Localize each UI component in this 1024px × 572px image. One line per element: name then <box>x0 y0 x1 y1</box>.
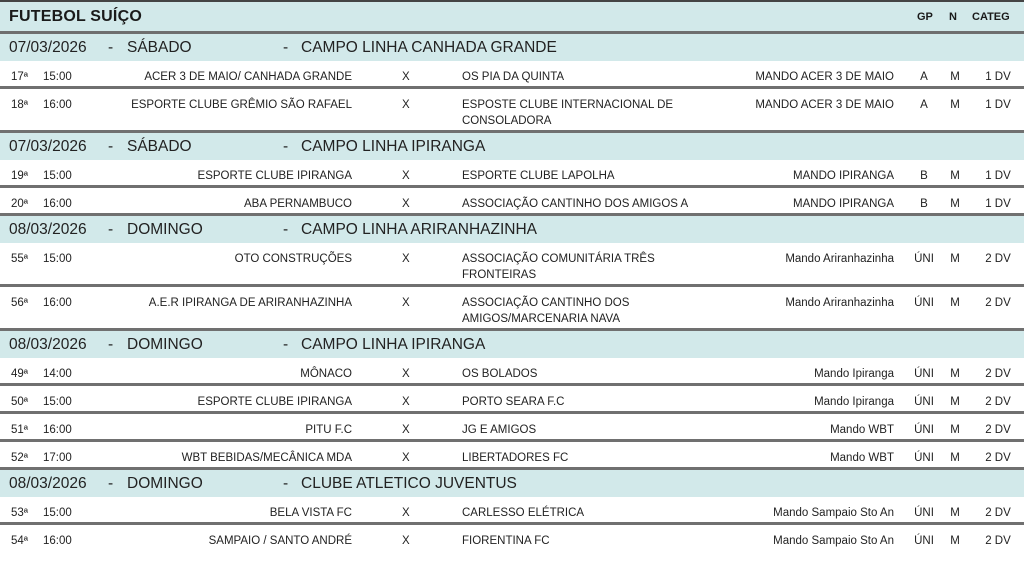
match-time: 16:00 <box>43 198 72 210</box>
category: 2 DV <box>985 535 1011 547</box>
group-day: SÁBADO <box>127 137 192 155</box>
home-team: WBT BEBIDAS/MECÂNICA MDA <box>181 452 352 464</box>
versus-marker: X <box>402 297 410 309</box>
match-number: 55ª <box>11 253 29 265</box>
match-number: 49ª <box>11 368 29 380</box>
separator: - <box>108 335 114 353</box>
match-row <box>0 442 1024 470</box>
match-time: 16:00 <box>43 424 72 436</box>
group-date: 08/03/2026 <box>9 474 87 492</box>
separator: - <box>283 137 289 155</box>
match-time: 14:00 <box>43 368 72 380</box>
naipe: M <box>950 198 960 210</box>
separator: - <box>108 220 114 238</box>
naipe: M <box>950 452 960 464</box>
col-header-n: N <box>949 10 957 23</box>
away-team: ASSOCIAÇÃO CANTINHO DOS AMIGOS/MARCENARIA NAVA <box>462 297 630 325</box>
match-number: 56ª <box>11 297 29 309</box>
home-team: MÔNACO <box>300 368 352 380</box>
match-number: 52ª <box>11 452 29 464</box>
away-team: ESPORTE CLUBE LAPOLHA <box>462 170 615 182</box>
away-team: JG E AMIGOS <box>462 424 537 436</box>
away-team: PORTO SEARA F.C <box>462 396 565 408</box>
group-venue: CAMPO LINHA ARIRANHAZINHA <box>301 220 537 238</box>
home-side: Mando WBT <box>830 424 894 436</box>
category: 2 DV <box>985 424 1011 436</box>
naipe: M <box>950 507 960 519</box>
naipe: M <box>950 99 960 111</box>
match-time: 16:00 <box>43 297 72 309</box>
away-team: OS PIA DA QUINTA <box>462 71 565 83</box>
category: 1 DV <box>985 170 1011 182</box>
separator: - <box>283 335 289 353</box>
category: 2 DV <box>985 396 1011 408</box>
group-code: B <box>920 170 928 182</box>
versus-marker: X <box>402 198 410 210</box>
away-team: FIORENTINA FC <box>462 535 550 547</box>
match-time: 17:00 <box>43 452 72 464</box>
match-row <box>0 386 1024 414</box>
category: 2 DV <box>985 253 1011 265</box>
group-code: ÚNI <box>914 396 934 408</box>
home-team: ESPORTE CLUBE IPIRANGA <box>197 170 352 182</box>
category: 1 DV <box>985 198 1011 210</box>
home-side: Mando Ariranhazinha <box>785 253 894 265</box>
match-time: 16:00 <box>43 535 72 547</box>
group-header <box>0 331 1024 358</box>
naipe: M <box>950 396 960 408</box>
col-header-categ: CATEG <box>972 10 1010 23</box>
match-time: 15:00 <box>43 170 72 182</box>
home-side: Mando Ariranhazinha <box>785 297 894 309</box>
group-date: 08/03/2026 <box>9 335 87 353</box>
group-header <box>0 34 1024 61</box>
versus-marker: X <box>402 535 410 547</box>
away-team: ASSOCIAÇÃO CANTINHO DOS AMIGOS A <box>462 198 689 210</box>
home-team: BELA VISTA FC <box>269 507 352 519</box>
naipe: M <box>950 535 960 547</box>
title-row <box>0 2 1024 34</box>
match-row <box>0 525 1024 553</box>
versus-marker: X <box>402 452 410 464</box>
group-header <box>0 216 1024 243</box>
home-team: ACER 3 DE MAIO/ CANHADA GRANDE <box>144 71 352 83</box>
category: 2 DV <box>985 507 1011 519</box>
separator: - <box>283 38 289 56</box>
group-day: SÁBADO <box>127 38 192 56</box>
separator: - <box>283 220 289 238</box>
separator: - <box>108 38 114 56</box>
match-number: 54ª <box>11 535 29 547</box>
match-time: 15:00 <box>43 71 72 83</box>
match-number: 20ª <box>11 198 29 210</box>
versus-marker: X <box>402 396 410 408</box>
group-code: ÚNI <box>914 297 934 309</box>
group-code: A <box>920 71 928 83</box>
match-time: 15:00 <box>43 396 72 408</box>
match-row <box>0 160 1024 188</box>
match-row <box>0 188 1024 216</box>
away-team: ESPOSTE CLUBE INTERNACIONAL DE CONSOLADORA <box>462 99 674 127</box>
separator: - <box>108 137 114 155</box>
group-code: ÚNI <box>914 424 934 436</box>
group-code: ÚNI <box>914 535 934 547</box>
versus-marker: X <box>402 253 410 265</box>
home-side: MANDO ACER 3 DE MAIO <box>755 99 894 111</box>
away-team: LIBERTADORES FC <box>462 452 569 464</box>
match-row <box>0 89 1024 133</box>
group-code: ÚNI <box>914 507 934 519</box>
versus-marker: X <box>402 368 410 380</box>
naipe: M <box>950 253 960 265</box>
match-time: 15:00 <box>43 253 72 265</box>
match-row <box>0 243 1024 287</box>
match-row <box>0 497 1024 525</box>
home-side: Mando Sampaio Sto An <box>773 507 894 519</box>
category: 1 DV <box>985 99 1011 111</box>
match-number: 50ª <box>11 396 29 408</box>
match-row <box>0 358 1024 386</box>
schedule-body <box>0 34 1024 553</box>
home-team: ABA PERNAMBUCO <box>244 198 352 210</box>
group-code: ÚNI <box>914 368 934 380</box>
home-team: ESPORTE CLUBE IPIRANGA <box>197 396 352 408</box>
group-venue: CAMPO LINHA IPIRANGA <box>301 137 486 155</box>
group-venue: CAMPO LINHA CANHADA GRANDE <box>301 38 557 56</box>
home-team: OTO CONSTRUÇÕES <box>234 253 352 265</box>
home-team: A.E.R IPIRANGA DE ARIRANHAZINHA <box>148 297 352 309</box>
category: 1 DV <box>985 71 1011 83</box>
group-header <box>0 470 1024 497</box>
match-row <box>0 61 1024 89</box>
group-header <box>0 133 1024 160</box>
versus-marker: X <box>402 170 410 182</box>
group-date: 08/03/2026 <box>9 220 87 238</box>
separator: - <box>283 474 289 492</box>
home-team: SAMPAIO / SANTO ANDRÉ <box>208 535 352 547</box>
home-side: MANDO IPIRANGA <box>793 170 894 182</box>
separator: - <box>108 474 114 492</box>
match-number: 51ª <box>11 424 29 436</box>
home-side: MANDO ACER 3 DE MAIO <box>755 71 894 83</box>
naipe: M <box>950 71 960 83</box>
versus-marker: X <box>402 424 410 436</box>
away-team: ASSOCIAÇÃO COMUNITÁRIA TRÊS FRONTEIRAS <box>462 253 655 281</box>
naipe: M <box>950 368 960 380</box>
group-code: A <box>920 99 928 111</box>
match-number: 17ª <box>11 71 29 83</box>
naipe: M <box>950 297 960 309</box>
group-day: DOMINGO <box>127 474 203 492</box>
home-team: PITU F.C <box>305 424 352 436</box>
away-team: CARLESSO ELÉTRICA <box>462 507 585 519</box>
versus-marker: X <box>402 507 410 519</box>
home-side: Mando Ipiranga <box>814 396 894 408</box>
col-header-gp: GP <box>917 10 933 23</box>
naipe: M <box>950 170 960 182</box>
group-venue: CLUBE ATLETICO JUVENTUS <box>301 474 517 492</box>
group-code: B <box>920 198 928 210</box>
group-code: ÚNI <box>914 253 934 265</box>
match-number: 53ª <box>11 507 29 519</box>
home-side: Mando WBT <box>830 452 894 464</box>
naipe: M <box>950 424 960 436</box>
match-row <box>0 287 1024 331</box>
home-team: ESPORTE CLUBE GRÊMIO SÃO RAFAEL <box>131 99 352 111</box>
group-date: 07/03/2026 <box>9 137 87 155</box>
group-venue: CAMPO LINHA IPIRANGA <box>301 335 486 353</box>
home-side: MANDO IPIRANGA <box>793 198 894 210</box>
versus-marker: X <box>402 71 410 83</box>
match-number: 19ª <box>11 170 29 182</box>
category: 2 DV <box>985 452 1011 464</box>
category: 2 DV <box>985 368 1011 380</box>
group-day: DOMINGO <box>127 335 203 353</box>
match-number: 18ª <box>11 99 29 111</box>
versus-marker: X <box>402 99 410 111</box>
home-side: Mando Sampaio Sto An <box>773 535 894 547</box>
category: 2 DV <box>985 297 1011 309</box>
group-date: 07/03/2026 <box>9 38 87 56</box>
group-day: DOMINGO <box>127 220 203 238</box>
group-code: ÚNI <box>914 452 934 464</box>
match-time: 16:00 <box>43 99 72 111</box>
page-title: FUTEBOL SUÍÇO <box>9 7 142 25</box>
match-row <box>0 414 1024 442</box>
away-team: OS BOLADOS <box>462 368 538 380</box>
home-side: Mando Ipiranga <box>814 368 894 380</box>
match-time: 15:00 <box>43 507 72 519</box>
